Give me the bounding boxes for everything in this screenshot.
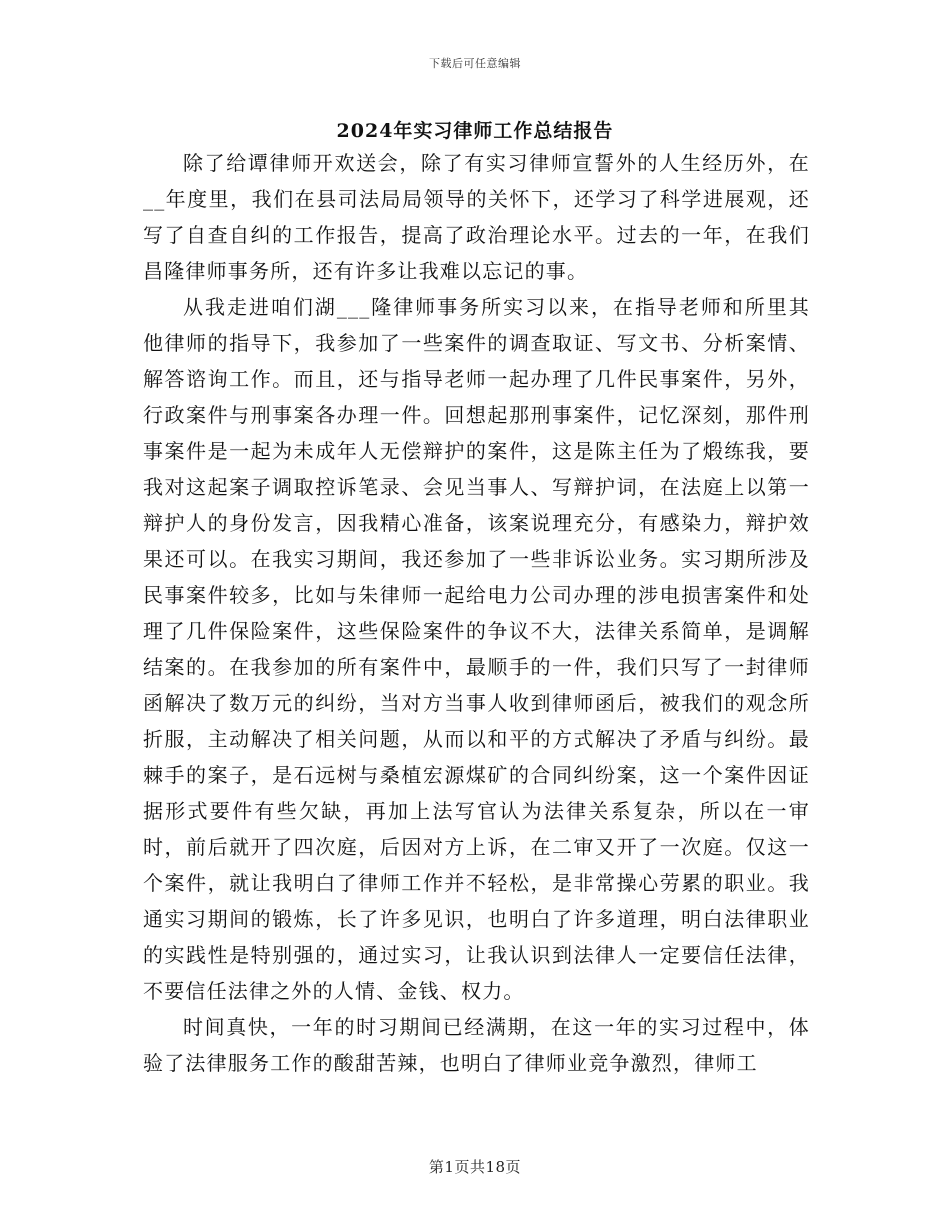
document-body [143,145,810,1081]
paragraph: 从我走进咱们湖___隆律师事务所实习以来，在指导老师和所里其他律师的指导下，我参加了一些案件的调查取证、写文书、分析案情、解答谘询工作。而且，还与指导老师一起办理了几件民事案件，另外，行政案件与刑事案各办理一件。回想起那刑事案件，记忆深刻，那件刑事案件是一起为未成年人无偿辩护的案件，这是陈主任为了煅练我，要我对这起案子调取控诉笔录、会见当事人、写辩护词，在法庭上以第一辩护人的身份发言，因我精心准备，该案说理充分，有感染力，辩护效果还可以。在我实习期间，我还参加了一些非诉讼业务。实习期所涉及民事案件较多，比如与朱律师一起给电力公司办理的涉电损害案件和处理了几件保险案件，这些保险案件的争议不大，法律关系简单，是调解结案的。在我参加的所有案件中，最顺手的一件，我们只写了一封律师函解决了数万元的纠纷，当对方当事人收到律师函后，被我们的观念所折服，主动解决了相关问题，从而以和平的方式解决了矛盾与纠纷。最棘手的案子，是石远树与桑植宏源煤矿的合同纠纷案，这一个案件因证据形式要件有些欠缺，再加上法写官认为法律关系复杂，所以在一审时，前后就开了四次庭，后因对方上诉，在二审又开了一次庭。仅这一个案件，就让我明白了律师工作并不轻松，是非常操心劳累的职业。我通实习期间的锻炼，长了许多见识，也明白了许多道理，明白法律职业的实践性是特别强的，通过实习，让我认识到法律人一定要信任法律，不要信任法律之外的人情、金钱、权力。 [143,295,810,1003]
paragraph: 除了给谭律师开欢送会，除了有实习律师宣誓外的人生经历外，在__年度里，我们在县司法局局领导的关怀下，还学习了科学进展观，还写了自查自纠的工作报告，提高了政治理论水平。过去的一年，在我们昌隆律师事务所，还有许多让我难以忘记的事。 [143,151,810,283]
paragraph: 时间真快，一年的时习期间已经满期，在这一年的实习过程中，体验了法律服务工作的酸甜苦辣，也明白了律师业竞争激烈，律师工 [143,1015,810,1075]
header-note: 下载后可任意编辑 [429,57,521,70]
page-number: 第1页共18页 [428,1158,522,1176]
document-title: 2024年实习律师工作总结报告 [336,120,614,142]
